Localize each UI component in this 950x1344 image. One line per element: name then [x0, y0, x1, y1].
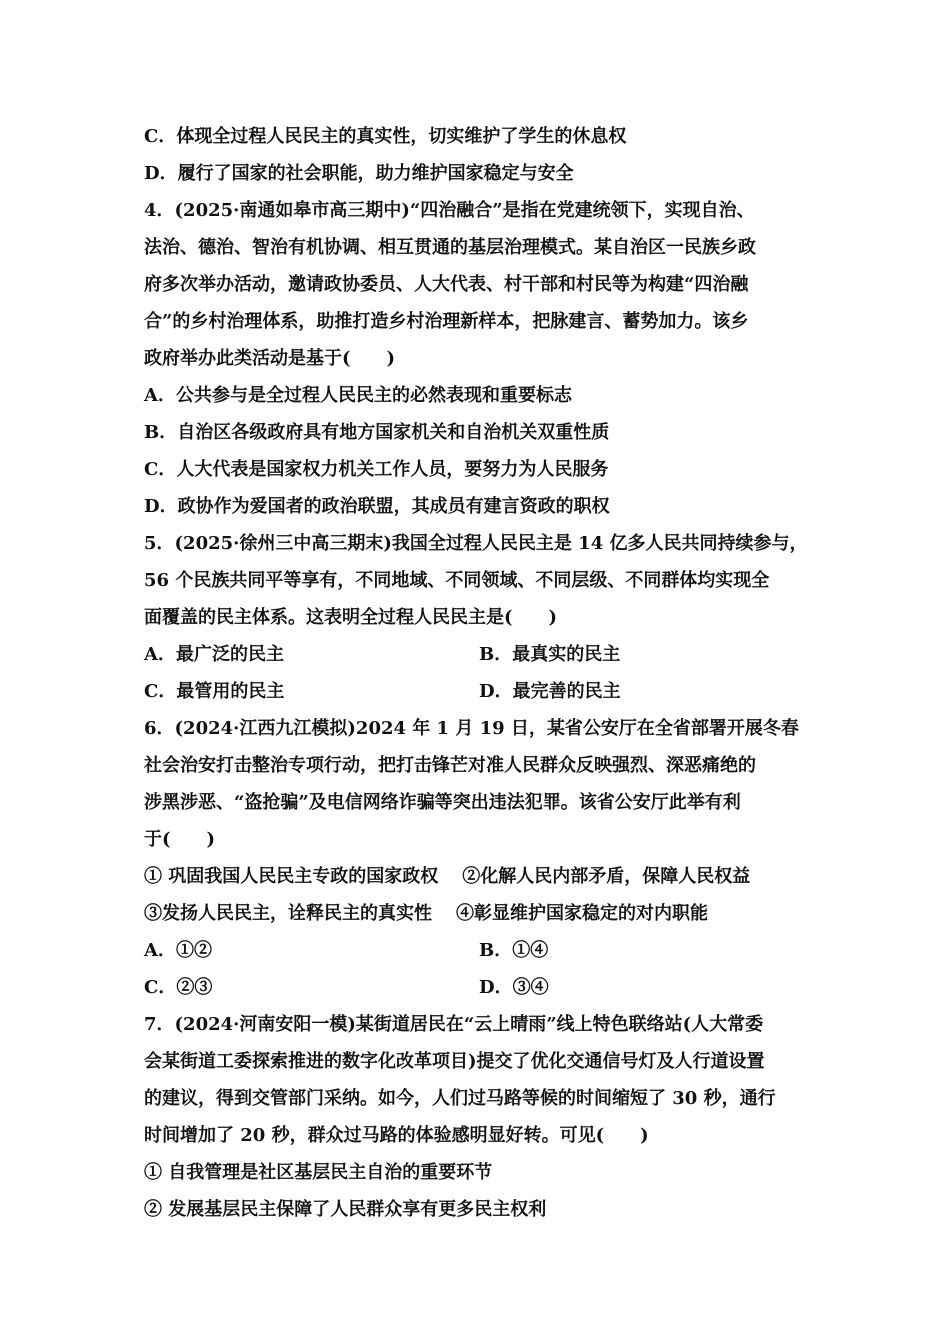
- q6-items-row-1: [144, 864, 750, 890]
- q6-option-b: B．①④: [479, 940, 549, 961]
- q4-stem-line-4: 合”的乡村治理体系，助推打造乡村治理新样本，把脉建言、蓄势加力。该乡: [144, 311, 749, 332]
- q6-item-3: ③发扬人民民主，诠释民主的真实性: [144, 903, 432, 924]
- q4-stem-line-2: 法治、德治、智治有机协调、相互贯通的基层治理模式。某自治区一民族乡政: [144, 237, 756, 258]
- q5-stem-line-1: 5．(2025·徐州三中高三期末)我国全过程人民民主是 14 亿多人民共同持续参与，: [144, 533, 808, 554]
- q7-stem-line-3: 的建议，得到交管部门采纳。如今，人们过马路等候的时间缩短了 30 秒，通行: [144, 1088, 776, 1109]
- q3-option-d: D．履行了国家的社会职能，助力维护国家稳定与安全: [144, 163, 574, 184]
- q4-option-b: B．自治区各级政府具有地方国家机关和自治机关双重性质: [144, 422, 610, 443]
- q5-option-b: B．最真实的民主: [479, 644, 621, 665]
- q5-option-d: D．最完善的民主: [479, 681, 621, 702]
- q6-option-a: A．①②: [144, 940, 212, 961]
- q3-option-c: C．体现全过程人民民主的真实性，切实维护了学生的休息权: [144, 126, 627, 147]
- q5-stem-line-2: 56 个民族共同平等享有，不同地域、不同领域、不同层级、不同群体均实现全: [144, 570, 770, 591]
- q6-stem-line-1: 6．(2024·江西九江模拟)2024 年 1 月 19 日，某省公安厅在全省部署开展冬春: [144, 718, 799, 739]
- q4-option-d: D．政协作为爱国者的政治联盟，其成员有建言资政的职权: [144, 496, 610, 517]
- q7-item-2: ② 发展基层民主保障了人民群众享有更多民主权利: [144, 1199, 547, 1220]
- q5-options-row-1: [144, 642, 621, 668]
- q7-stem-line-4: 时间增加了 20 秒，群众过马路的体验感明显好转。可见( ): [144, 1125, 649, 1146]
- q5-options-row-2: [144, 679, 621, 705]
- q6-item-4: ④彰显维护国家稳定的对内职能: [456, 903, 708, 924]
- q4-option-a: A．公共参与是全过程人民民主的必然表现和重要标志: [144, 385, 572, 406]
- q5-stem-line-3: 面覆盖的民主体系。这表明全过程人民民主是( ): [144, 607, 558, 628]
- q4-stem-line-3: 府多次举办活动，邀请政协委员、人大代表、村干部和村民等为构建“四治融: [144, 274, 749, 295]
- q6-stem-line-4: 于( ): [144, 829, 216, 850]
- q7-stem-line-1: 7．(2024·河南安阳一模)某街道居民在“云上晴雨”线上特色联络站(人大常委: [144, 1014, 764, 1035]
- q4-stem-line-1: 4．(2025·南通如皋市高三期中)“四治融合”是指在党建统领下，实现自治、: [144, 200, 755, 221]
- q7-item-1: ① 自我管理是社区基层民主自治的重要环节: [144, 1162, 493, 1183]
- q4-option-c: C．人大代表是国家权力机关工作人员，要努力为人民服务: [144, 459, 609, 480]
- q6-stem-line-2: 社会治安打击整治专项行动，把打击锋芒对准人民群众反映强烈、深恶痛绝的: [144, 755, 756, 776]
- q6-item-1: ① 巩固我国人民民主专政的国家政权: [144, 866, 439, 887]
- q7-stem-line-2: 会某街道工委探索推进的数字化改革项目)提交了优化交通信号灯及人行道设置: [144, 1051, 765, 1072]
- q6-item-2: ②化解人民内部矛盾，保障人民权益: [462, 866, 751, 887]
- q4-stem-line-5: 政府举办此类活动是基于( ): [144, 348, 396, 369]
- q5-option-c: C．最管用的民主: [144, 681, 285, 702]
- q6-option-c: C．②③: [144, 977, 213, 998]
- q6-stem-line-3: 涉黑涉恶、“盗抢骗”及电信网络诈骗等突出违法犯罪。该省公安厅此举有利: [144, 792, 741, 813]
- q6-option-d: D．③④: [479, 977, 549, 998]
- q6-options-row-1: [144, 938, 549, 964]
- q6-options-row-2: [144, 975, 549, 1001]
- q5-option-a: A．最广泛的民主: [144, 644, 284, 665]
- q6-items-row-2: [144, 901, 708, 927]
